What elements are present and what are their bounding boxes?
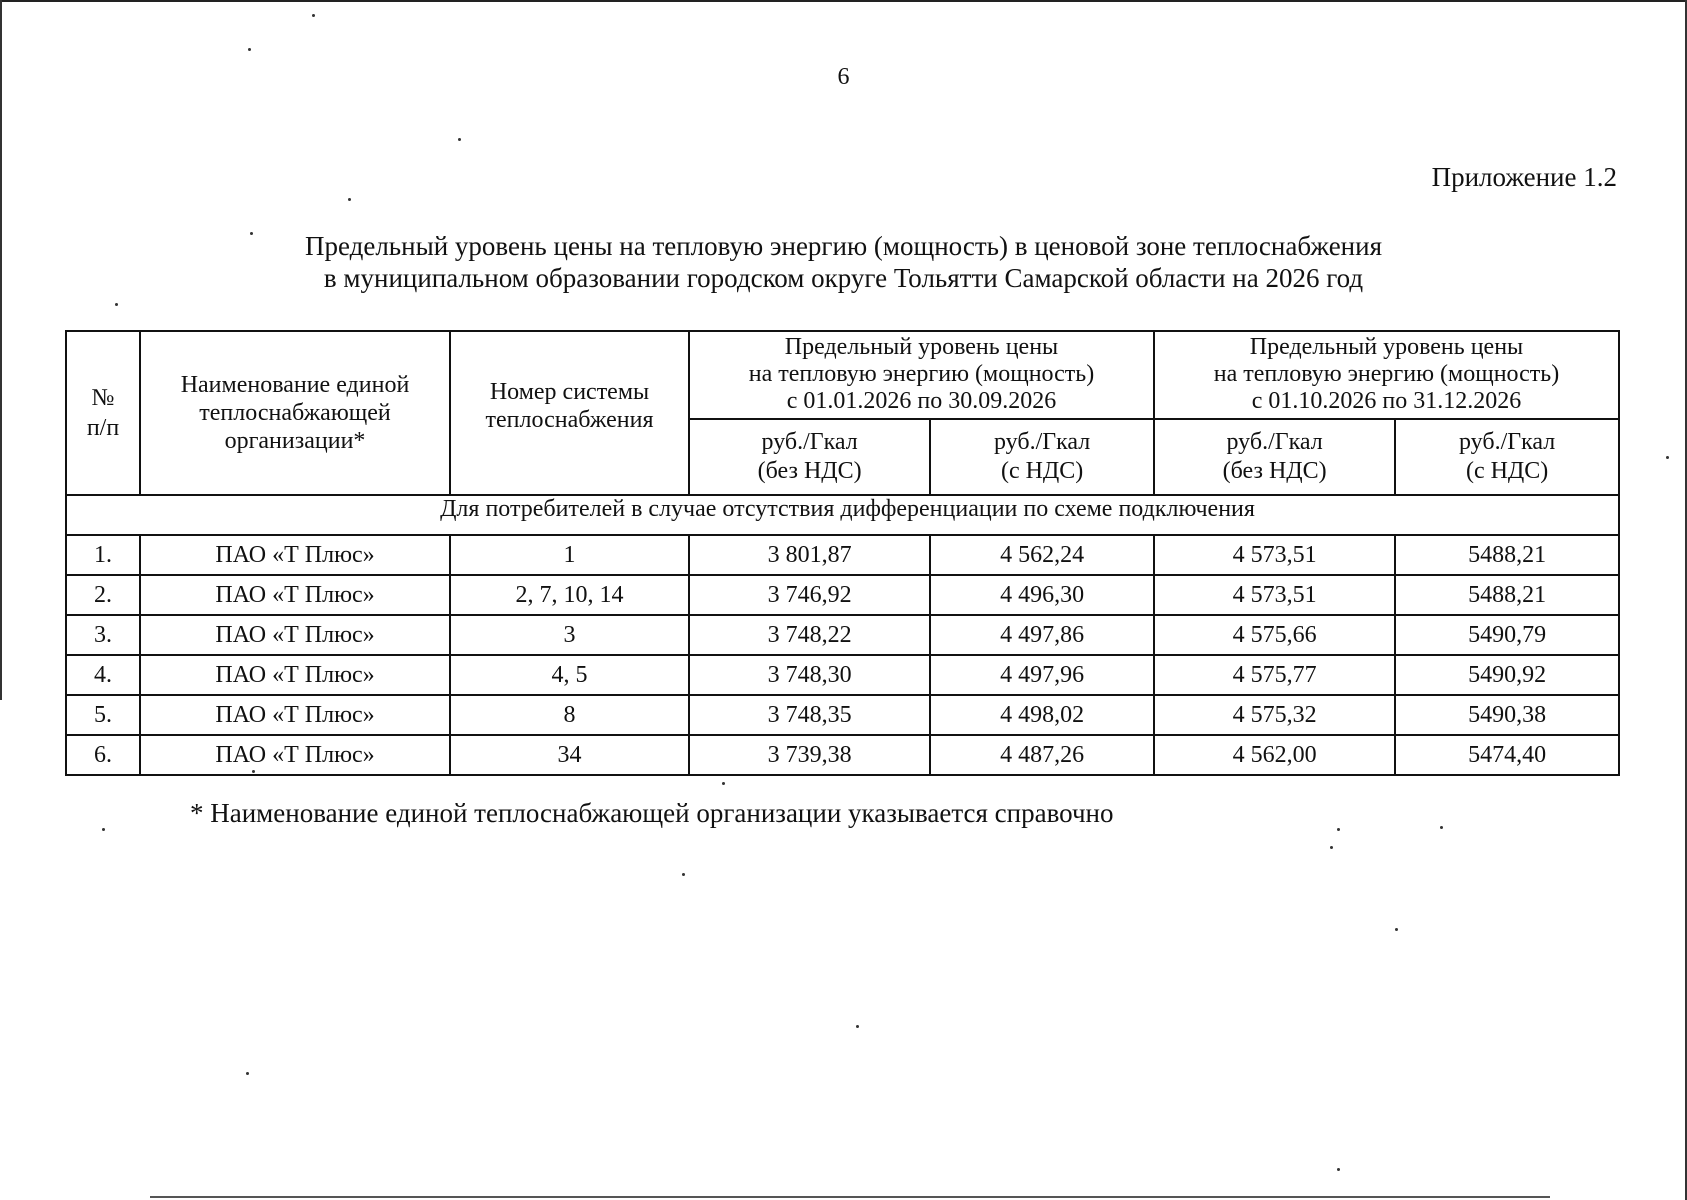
header-unit-vat: (с НДС) [1465,458,1549,484]
cell-system: 2, 7, 10, 14 [450,575,689,615]
appendix-label: Приложение 1.2 [1431,162,1617,192]
header-organization-line-2: теплоснабжающей [199,400,391,426]
cell-p2-no-vat: 4 575,77 [1154,655,1395,695]
cell-p2-vat: 5490,92 [1395,655,1619,695]
table-row [66,735,1619,775]
scan-speck [1666,456,1669,459]
scan-speck [348,198,351,201]
cell-p1-vat: 4 562,24 [930,535,1154,575]
cell-p2-vat: 5488,21 [1395,535,1619,575]
cell-number: 6. [66,735,140,775]
header-unit: руб./Гкал [1459,429,1556,455]
cell-number: 4. [66,655,140,695]
section-row [66,495,1619,535]
cell-p1-no-vat: 3 746,92 [689,575,930,615]
header-p1-no-vat [689,419,930,495]
header-p1-vat [930,419,1154,495]
cell-p2-no-vat: 4 575,66 [1154,615,1395,655]
cell-p1-no-vat: 3 748,35 [689,695,930,735]
scan-speck [722,782,725,785]
scan-speck [682,873,685,876]
header-system [450,331,689,495]
cell-system: 1 [450,535,689,575]
header-period-1-line-2: на тепловую энергию (мощность) [748,361,1095,387]
header-unit: руб./Гкал [994,429,1091,455]
header-number-line-1: № [91,385,115,411]
title-line-1: Предельный уровень цены на тепловую энергию (мощность) в ценовой зоне теплоснабжения [304,231,1382,261]
cell-p1-vat: 4 496,30 [930,575,1154,615]
cell-organization: ПАО «Т Плюс» [140,535,450,575]
cell-p1-no-vat: 3 748,30 [689,655,930,695]
cell-system: 8 [450,695,689,735]
header-period-1 [689,331,1154,419]
cell-system: 4, 5 [450,655,689,695]
cell-number: 3. [66,615,140,655]
header-system-line-1: Номер системы [489,379,650,405]
header-period-2 [1154,331,1619,419]
title-line-2: в муниципальном образовании городском округе Тольятти Самарской области на 2026 год [323,263,1364,293]
header-organization-line-1: Наименование единой [180,372,410,398]
cell-p1-vat: 4 487,26 [930,735,1154,775]
cell-p2-vat: 5474,40 [1395,735,1619,775]
page-edge-top [0,0,1687,2]
cell-p1-no-vat: 3 739,38 [689,735,930,775]
header-unit-no-vat: (без НДС) [1222,458,1327,484]
table-row [66,655,1619,695]
header-period-2-line-1: Предельный уровень цены [1249,334,1524,360]
header-unit: руб./Гкал [761,429,858,455]
cell-p2-vat: 5490,38 [1395,695,1619,735]
section-label: Для потребителей в случае отсутствия дифференциации по схеме подключения [66,495,1619,535]
table-row [66,535,1619,575]
cell-p1-vat: 4 497,86 [930,615,1154,655]
cell-number: 5. [66,695,140,735]
table-row [66,615,1619,655]
price-table [65,330,1620,776]
cell-organization: ПАО «Т Плюс» [140,735,450,775]
cell-p2-vat: 5490,79 [1395,615,1619,655]
scan-speck [1395,928,1398,931]
scan-speck [458,138,461,141]
footnote: * Наименование единой теплоснабжающей организации указывается справочно [190,798,1114,828]
header-period-1-line-1: Предельный уровень цены [784,334,1059,360]
cell-p2-no-vat: 4 575,32 [1154,695,1395,735]
document-title [0,230,1687,294]
header-p2-vat [1395,419,1619,495]
table-row [66,575,1619,615]
page-edge-left [0,0,2,700]
cell-number: 1. [66,535,140,575]
scan-speck [102,828,105,831]
scan-speck [1337,828,1340,831]
header-p2-no-vat [1154,419,1395,495]
page-edge-bottom [150,1196,1550,1198]
cell-p1-no-vat: 3 801,87 [689,535,930,575]
cell-p1-vat: 4 497,96 [930,655,1154,695]
cell-p1-no-vat: 3 748,22 [689,615,930,655]
cell-p2-vat: 5488,21 [1395,575,1619,615]
header-row-1 [66,331,1619,419]
header-organization [140,331,450,495]
cell-p2-no-vat: 4 573,51 [1154,575,1395,615]
header-number-line-2: п/п [86,415,120,441]
scan-speck [246,1072,249,1075]
cell-organization: ПАО «Т Плюс» [140,615,450,655]
header-organization-line-3: организации* [224,428,366,454]
cell-organization: ПАО «Т Плюс» [140,575,450,615]
header-unit-no-vat: (без НДС) [757,458,862,484]
cell-p2-no-vat: 4 573,51 [1154,535,1395,575]
table-row [66,695,1619,735]
cell-system: 3 [450,615,689,655]
cell-system: 34 [450,735,689,775]
cell-p2-no-vat: 4 562,00 [1154,735,1395,775]
header-unit: руб./Гкал [1226,429,1323,455]
header-system-line-2: теплоснабжения [485,407,654,433]
cell-organization: ПАО «Т Плюс» [140,655,450,695]
scan-speck [1337,1168,1340,1171]
scan-speck [856,1025,859,1028]
header-period-2-line-3: с 01.10.2026 по 31.12.2026 [1251,388,1522,414]
cell-number: 2. [66,575,140,615]
cell-organization: ПАО «Т Плюс» [140,695,450,735]
scan-speck [1440,826,1443,829]
scan-speck [115,303,118,306]
header-period-1-line-3: с 01.01.2026 по 30.09.2026 [786,388,1057,414]
header-unit-vat: (с НДС) [1000,458,1084,484]
header-period-2-line-2: на тепловую энергию (мощность) [1213,361,1560,387]
page-number: 6 [837,64,850,90]
scan-speck [312,14,315,17]
header-number [66,331,140,495]
scan-speck [248,48,251,51]
cell-p1-vat: 4 498,02 [930,695,1154,735]
scan-speck [1330,846,1333,849]
